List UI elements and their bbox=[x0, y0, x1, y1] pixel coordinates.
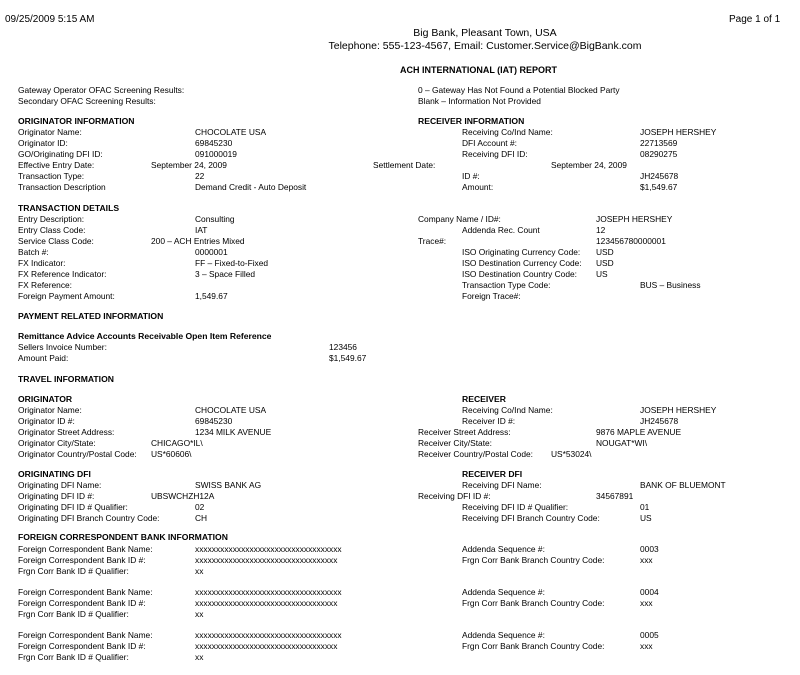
field-value: xx bbox=[195, 566, 204, 576]
field-value: JOSEPH HERSHEY bbox=[596, 214, 673, 224]
field-value: JH245678 bbox=[640, 416, 679, 426]
field-label: Addenda Sequence #: bbox=[462, 544, 545, 554]
field-value: 123456 bbox=[329, 342, 357, 352]
field-value: BUS – Business bbox=[640, 280, 701, 290]
field-label: Originator Name: bbox=[18, 405, 82, 415]
field-label: Receiving DFI Branch Country Code: bbox=[462, 513, 600, 523]
receiver-info-heading: RECEIVER INFORMATION bbox=[418, 116, 525, 126]
field-label: Addenda Sequence #: bbox=[462, 587, 545, 597]
field-label: Originator Street Address: bbox=[18, 427, 115, 437]
payment-info-heading: PAYMENT RELATED INFORMATION bbox=[18, 311, 164, 321]
bank-contact: Telephone: 555-123-4567, Email: Customer.Service@BigBank.com bbox=[328, 40, 642, 52]
secondary-ofac-value: Blank – Information Not Provided bbox=[418, 96, 541, 106]
field-label: Receiving Co/Ind Name: bbox=[462, 405, 553, 415]
field-value: 1,549.67 bbox=[195, 291, 228, 301]
field-label: Amount: bbox=[462, 182, 494, 192]
field-label: Frgn Corr Bank Branch Country Code: bbox=[462, 598, 605, 608]
field-value: xxxxxxxxxxxxxxxxxxxxxxxxxxxxxxxxxx bbox=[195, 598, 338, 608]
bank-name: Big Bank, Pleasant Town, USA bbox=[413, 27, 557, 39]
field-value: 3 – Space Filled bbox=[195, 269, 256, 279]
field-label: Receiver Street Address: bbox=[418, 427, 511, 437]
field-label: Receiving DFI ID #: bbox=[418, 491, 491, 501]
originator-heading: ORIGINATOR bbox=[18, 394, 73, 404]
field-value: xxxxxxxxxxxxxxxxxxxxxxxxxxxxxxxxxxx bbox=[195, 544, 342, 554]
field-label: Receiving DFI Name: bbox=[462, 480, 542, 490]
travel-info-heading: TRAVEL INFORMATION bbox=[18, 374, 114, 384]
field-value: $1,549.67 bbox=[329, 353, 367, 363]
field-value: 22 bbox=[195, 171, 205, 181]
field-label: Settlement Date: bbox=[373, 160, 436, 170]
field-value: 0000001 bbox=[195, 247, 228, 257]
field-label: FX Indicator: bbox=[18, 258, 66, 268]
field-label: GO/Originating DFI ID: bbox=[18, 149, 103, 159]
remittance-subheading: Remittance Advice Accounts Receivable Open Item Reference bbox=[18, 331, 272, 341]
field-label: Batch #: bbox=[18, 247, 49, 257]
field-label: Receiving DFI ID # Qualifier: bbox=[462, 502, 569, 512]
field-value: xxxxxxxxxxxxxxxxxxxxxxxxxxxxxxxxxx bbox=[195, 641, 338, 651]
field-value: 9876 MAPLE AVENUE bbox=[596, 427, 682, 437]
field-value: US*53024\ bbox=[551, 449, 592, 459]
field-value: CHOCOLATE USA bbox=[195, 127, 267, 137]
field-value: 0004 bbox=[640, 587, 659, 597]
field-value: FF – Fixed-to-Fixed bbox=[195, 258, 269, 268]
field-label: Foreign Correspondent Bank ID #: bbox=[18, 641, 146, 651]
field-label: Frgn Corr Bank Branch Country Code: bbox=[462, 641, 605, 651]
field-label: Entry Description: bbox=[18, 214, 85, 224]
field-value: 69845230 bbox=[195, 416, 233, 426]
field-label: Frgn Corr Bank ID # Qualifier: bbox=[18, 566, 129, 576]
receiver-dfi-heading: RECEIVER DFI bbox=[462, 469, 523, 479]
field-label: ID #: bbox=[462, 171, 480, 181]
field-value: Demand Credit - Auto Deposit bbox=[195, 182, 307, 192]
field-value: US*60606\ bbox=[151, 449, 192, 459]
field-value: xx bbox=[195, 652, 204, 662]
field-value: xxxxxxxxxxxxxxxxxxxxxxxxxxxxxxxxxxx bbox=[195, 630, 342, 640]
field-value: Consulting bbox=[195, 214, 235, 224]
field-value: 091000019 bbox=[195, 149, 237, 159]
field-value: 08290275 bbox=[640, 149, 678, 159]
field-value: 12 bbox=[596, 225, 606, 235]
field-label: Foreign Correspondent Bank ID #: bbox=[18, 555, 146, 565]
field-value: NOUGAT*WI\ bbox=[596, 438, 648, 448]
field-label: Foreign Correspondent Bank Name: bbox=[18, 630, 153, 640]
field-value: SWISS BANK AG bbox=[195, 480, 262, 490]
field-value: CHOCOLATE USA bbox=[195, 405, 267, 415]
transaction-details-heading: TRANSACTION DETAILS bbox=[18, 203, 120, 213]
field-label: Frgn Corr Bank ID # Qualifier: bbox=[18, 652, 129, 662]
field-label: Transaction Type: bbox=[18, 171, 85, 181]
field-label: Originating DFI ID # Qualifier: bbox=[18, 502, 128, 512]
field-value: 22713569 bbox=[640, 138, 678, 148]
field-value: 0003 bbox=[640, 544, 659, 554]
field-value: JH245678 bbox=[640, 171, 679, 181]
field-label: Transaction Type Code: bbox=[462, 280, 551, 290]
field-label: Foreign Payment Amount: bbox=[18, 291, 115, 301]
field-value: UBSWCHZH12A bbox=[151, 491, 215, 501]
field-label: Originator Country/Postal Code: bbox=[18, 449, 137, 459]
field-label: Foreign Correspondent Bank ID #: bbox=[18, 598, 146, 608]
field-value: September 24, 2009 bbox=[151, 160, 227, 170]
field-label: Foreign Correspondent Bank Name: bbox=[18, 544, 153, 554]
field-label: Addenda Sequence #: bbox=[462, 630, 545, 640]
field-label: Addenda Rec. Count bbox=[462, 225, 540, 235]
field-label: Sellers Invoice Number: bbox=[18, 342, 107, 352]
field-label: Frgn Corr Bank ID # Qualifier: bbox=[18, 609, 129, 619]
field-label: ISO Destination Country Code: bbox=[462, 269, 577, 279]
field-label: Originating DFI Name: bbox=[18, 480, 102, 490]
field-label: FX Reference: bbox=[18, 280, 72, 290]
field-value: 69845230 bbox=[195, 138, 233, 148]
field-label: Receiver City/State: bbox=[418, 438, 493, 448]
field-value: xxx bbox=[640, 555, 653, 565]
field-value: 123456780000001 bbox=[596, 236, 666, 246]
field-value: 0005 bbox=[640, 630, 659, 640]
field-label: Amount Paid: bbox=[18, 353, 69, 363]
field-value: xxx bbox=[640, 598, 653, 608]
field-value: xxx bbox=[640, 641, 653, 651]
field-label: Originator ID: bbox=[18, 138, 68, 148]
field-label: DFI Account #: bbox=[462, 138, 517, 148]
field-label: Trace#: bbox=[418, 236, 447, 246]
field-value: JOSEPH HERSHEY bbox=[640, 127, 717, 137]
field-label: Originating DFI Branch Country Code: bbox=[18, 513, 160, 523]
page-indicator: Page 1 of 1 bbox=[729, 14, 781, 25]
field-value: JOSEPH HERSHEY bbox=[640, 405, 717, 415]
field-label: Effective Entry Date: bbox=[18, 160, 95, 170]
field-value: IAT bbox=[195, 225, 208, 235]
field-value: 1234 MILK AVENUE bbox=[195, 427, 272, 437]
field-label: Foreign Trace#: bbox=[462, 291, 521, 301]
field-label: Originating DFI ID #: bbox=[18, 491, 95, 501]
field-value: September 24, 2009 bbox=[551, 160, 627, 170]
field-value: CH bbox=[195, 513, 208, 523]
field-label: Receiver Country/Postal Code: bbox=[418, 449, 533, 459]
originator-info-heading: ORIGINATOR INFORMATION bbox=[18, 116, 135, 126]
field-label: Frgn Corr Bank Branch Country Code: bbox=[462, 555, 605, 565]
field-label: Entry Class Code: bbox=[18, 225, 86, 235]
field-value: 02 bbox=[195, 502, 205, 512]
secondary-ofac-label: Secondary OFAC Screening Results: bbox=[18, 96, 156, 106]
field-label: Originator City/State: bbox=[18, 438, 96, 448]
report-title: ACH INTERNATIONAL (IAT) REPORT bbox=[400, 65, 557, 75]
gateway-ofac-label: Gateway Operator OFAC Screening Results: bbox=[18, 85, 185, 95]
field-label: Originator Name: bbox=[18, 127, 82, 137]
field-value: 200 – ACH Entries Mixed bbox=[151, 236, 245, 246]
field-label: Transaction Description bbox=[18, 182, 106, 192]
field-label: Service Class Code: bbox=[18, 236, 94, 246]
field-label: FX Reference Indicator: bbox=[18, 269, 107, 279]
field-value: US bbox=[596, 269, 608, 279]
field-value: USD bbox=[596, 258, 614, 268]
field-label: Receiver ID #: bbox=[462, 416, 516, 426]
field-value: 01 bbox=[640, 502, 650, 512]
foreign-correspondent-heading: FOREIGN CORRESPONDENT BANK INFORMATION bbox=[18, 532, 228, 542]
field-value: xxxxxxxxxxxxxxxxxxxxxxxxxxxxxxxxxxx bbox=[195, 587, 342, 597]
gateway-ofac-value: 0 – Gateway Has Not Found a Potential Blocked Party bbox=[418, 85, 620, 95]
field-value: xx bbox=[195, 609, 204, 619]
field-value: BANK OF BLUEMONT bbox=[640, 480, 726, 490]
field-value: xxxxxxxxxxxxxxxxxxxxxxxxxxxxxxxxxx bbox=[195, 555, 338, 565]
field-value: 34567891 bbox=[596, 491, 634, 501]
field-label: Company Name / ID#: bbox=[418, 214, 501, 224]
field-label: Receiving Co/Ind Name: bbox=[462, 127, 553, 137]
field-label: Receiving DFI ID: bbox=[462, 149, 528, 159]
field-label: Foreign Correspondent Bank Name: bbox=[18, 587, 153, 597]
field-label: ISO Destination Currency Code: bbox=[462, 258, 582, 268]
field-value: CHICAGO*IL\ bbox=[151, 438, 203, 448]
originating-dfi-heading: ORIGINATING DFI bbox=[18, 469, 91, 479]
receiver-heading: RECEIVER bbox=[462, 394, 506, 404]
field-value: US bbox=[640, 513, 652, 523]
report-datetime: 09/25/2009 5:15 AM bbox=[5, 14, 95, 25]
field-value: $1,549.67 bbox=[640, 182, 678, 192]
field-label: Originator ID #: bbox=[18, 416, 75, 426]
field-label: ISO Originating Currency Code: bbox=[462, 247, 581, 257]
field-value: USD bbox=[596, 247, 614, 257]
